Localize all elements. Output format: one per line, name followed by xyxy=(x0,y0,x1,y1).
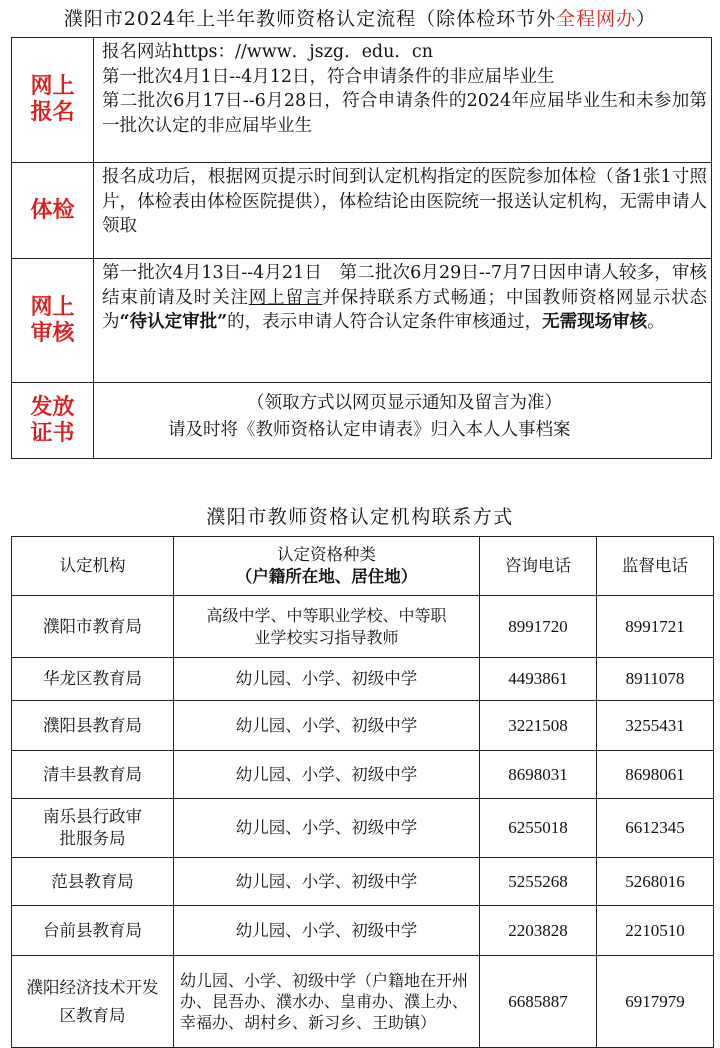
step-content-register xyxy=(94,38,712,163)
step-content-review: 第一批次4月13日--4月21日 第二批次6月29日--7月7日因申请人较多，审核结束前请及时关注网上留言并保持联系方式畅通；中国教师资格网显示状态为“待认定审批”的，表示申请人符合认定条件审核通过，无需现场审核。 xyxy=(94,259,712,383)
table-row xyxy=(12,799,714,858)
consult-phone: 8698031 xyxy=(480,751,597,799)
step-label-medical: 体检 xyxy=(12,163,94,259)
cert-type: 高级中学、中等职业学校、中等职业学校实习指导教师 xyxy=(174,596,480,658)
table-row xyxy=(12,956,714,1048)
consult-phone: 2203828 xyxy=(480,906,597,956)
org-name: 清丰县教育局 xyxy=(12,751,174,799)
cert-type: 幼儿园、小学、初级中学 xyxy=(174,658,480,701)
table-row xyxy=(12,858,714,906)
step-row-review xyxy=(12,259,712,383)
register-website: 报名网站https：//www．jszg．edu．cn xyxy=(102,42,433,62)
header-org: 认定机构 xyxy=(12,537,174,596)
page-title: 濮阳市2024年上半年教师资格认定流程（除体检环节外全程网办） xyxy=(63,8,657,30)
org-name: 濮阳经济技术开发区教育局 xyxy=(12,956,174,1048)
supervise-phone: 8698061 xyxy=(597,751,714,799)
header-type-sub: （户籍所在地、居住地） xyxy=(235,567,418,586)
header-supervise: 监督电话 xyxy=(597,537,714,596)
step-content-certificate xyxy=(94,383,712,459)
consult-phone: 6255018 xyxy=(480,799,597,858)
contacts-header-row xyxy=(12,537,714,596)
consult-phone: 4493861 xyxy=(480,658,597,701)
table-row xyxy=(12,751,714,799)
step-label-review: 网上审核 xyxy=(12,259,94,383)
step-row-certificate xyxy=(12,383,712,459)
status-pending-approval: “待认定审批” xyxy=(119,312,228,332)
certificate-note: （领取方式以网页显示通知及留言为准） xyxy=(247,393,562,413)
cert-type: 幼儿园、小学、初级中学 xyxy=(174,906,480,956)
cert-type: 幼儿园、小学、初级中学 xyxy=(174,701,480,751)
cert-type: 幼儿园、小学、初级中学 xyxy=(174,751,480,799)
certificate-archive-note: 请及时将《教师资格认定申请表》归入本人人事档案 xyxy=(168,419,571,440)
process-table xyxy=(11,37,712,459)
cert-type: 幼儿园、小学、初级中学（户籍地在开州办、昆吾办、濮水办、皇甫办、濮上办、幸福办、胡村乡、新习乡、王助镇） xyxy=(174,956,480,1048)
contacts-table xyxy=(11,536,714,1048)
step-content-medical: 报名成功后，根据网页提示时间到认定机构指定的医院参加体检（备1张1寸照片，体检表由体检医院提供），体检结论由医院统一报送认定机构，无需申请人领取 xyxy=(94,163,712,259)
table-row xyxy=(12,658,714,701)
register-batch-2: 第二批次6月17日--6月28日，符合申请条件的2024年应届毕业生和未参加第一批次认定的非应届毕业生 xyxy=(102,91,707,136)
consult-phone: 8991720 xyxy=(480,596,597,658)
org-name: 南乐县行政审批服务局 xyxy=(12,799,174,858)
supervise-phone: 6612345 xyxy=(597,799,714,858)
org-name: 范县教育局 xyxy=(12,858,174,906)
title-highlight: 全程网办 xyxy=(556,8,637,30)
contacts-title: 濮阳市教师资格认定机构联系方式 xyxy=(206,506,514,528)
online-message-link: 网上留言 xyxy=(248,287,323,308)
consult-phone: 5255268 xyxy=(480,858,597,906)
no-onsite-review: 无需现场审核 xyxy=(542,312,648,332)
table-row xyxy=(12,701,714,751)
cert-type: 幼儿园、小学、初级中学 xyxy=(174,799,480,858)
supervise-phone: 6917979 xyxy=(597,956,714,1048)
org-name: 濮阳县教育局 xyxy=(12,701,174,751)
supervise-phone: 5268016 xyxy=(597,858,714,906)
table-row xyxy=(12,906,714,956)
header-consult: 咨询电话 xyxy=(480,537,597,596)
supervise-phone: 3255431 xyxy=(597,701,714,751)
header-type: 认定资格种类 （户籍所在地、居住地） xyxy=(174,537,480,596)
org-name: 濮阳市教育局 xyxy=(12,596,174,658)
step-row-register xyxy=(12,38,712,163)
step-row-medical xyxy=(12,163,712,259)
step-label-register: 网上报名 xyxy=(12,38,94,163)
org-name: 台前县教育局 xyxy=(12,906,174,956)
register-batch-1: 第一批次4月1日--4月12日，符合申请条件的非应届毕业生 xyxy=(102,66,555,87)
supervise-phone: 2210510 xyxy=(597,906,714,956)
table-row xyxy=(12,596,714,658)
supervise-phone: 8991721 xyxy=(597,596,714,658)
org-name: 华龙区教育局 xyxy=(12,658,174,701)
consult-phone: 6685887 xyxy=(480,956,597,1048)
supervise-phone: 8911078 xyxy=(597,658,714,701)
cert-type: 幼儿园、小学、初级中学 xyxy=(174,858,480,906)
step-label-certificate: 发放证书 xyxy=(12,383,94,459)
consult-phone: 3221508 xyxy=(480,701,597,751)
